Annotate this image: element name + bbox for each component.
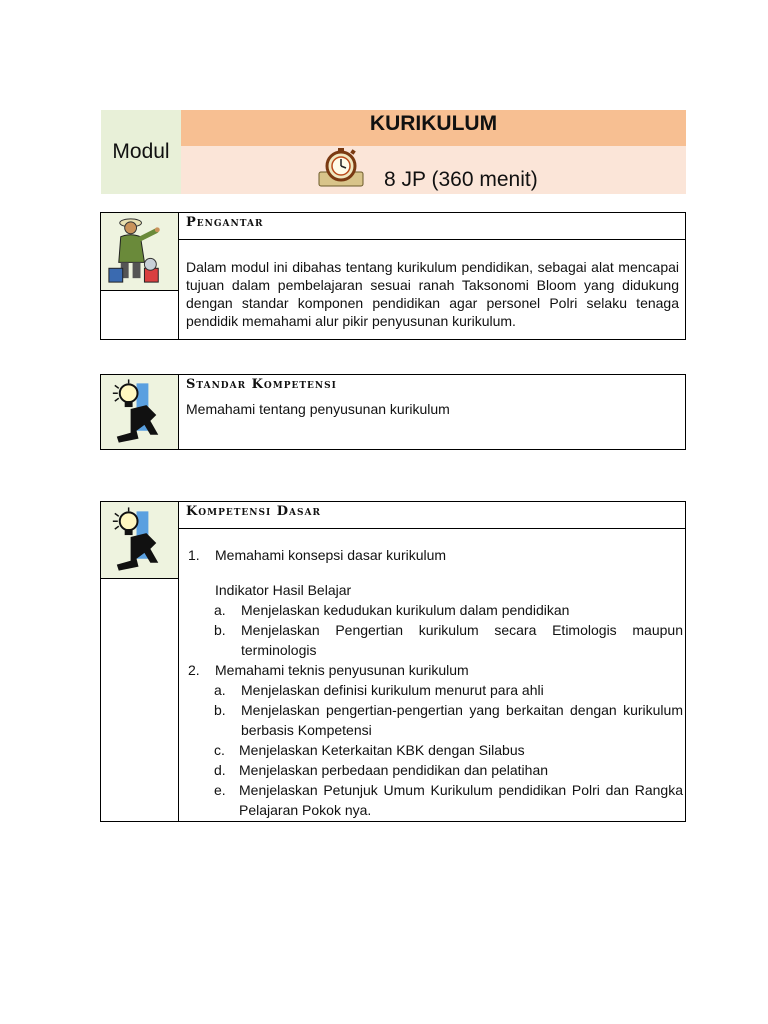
sub-letter: a. [214, 602, 226, 618]
sub-list-item [186, 700, 683, 740]
sub-list-item [186, 760, 683, 780]
sub-list-item [186, 600, 683, 620]
standar-text: Memahami tentang penyusunan kurikulum [186, 401, 450, 417]
list-item [186, 545, 683, 565]
sub-text: Menjelaskan perbedaan pendidikan dan pelatihan [239, 762, 549, 778]
pengantar-icon-cell [101, 213, 179, 291]
kompetensi-box [100, 501, 686, 822]
presenter-icon [101, 213, 178, 290]
sub-list-item [186, 680, 683, 700]
pengantar-text: Dalam modul ini dibahas tentang kurikulum pendidikan, sebagai alat mencapai tujuan dalam pembelajaran sesuai ranah Taksonomi Bloom yang didukung dengan standar komponen pendidikan agar personel Polri selaku tenaga pendidik memahami alur pikir penyusunan kurikulum. [186, 259, 679, 329]
list-item [186, 660, 683, 680]
list-item-text: Memahami konsepsi dasar kurikulum [215, 547, 447, 563]
standar-box [100, 374, 686, 450]
sub-letter: d. [214, 762, 226, 778]
duration-bar [181, 146, 686, 194]
kompetensi-icon-cell [101, 502, 179, 579]
modul-label-text: Modul [112, 140, 170, 163]
sub-text: Menjelaskan Petunjuk Umum Kurikulum pendidikan Polri dan Rangka Pelajaran Pokok nya. [239, 782, 683, 818]
list-item-text: Memahami teknis penyusunan kurikulum [215, 662, 469, 678]
indikator-label-text: Indikator Hasil Belajar [215, 582, 352, 598]
lightbulb-idea-icon [101, 502, 178, 578]
pengantar-heading: Pengantar [179, 213, 685, 240]
stopwatch-icon [317, 146, 367, 190]
duration-text: 8 JP (360 menit) [384, 168, 538, 191]
kompetensi-content [186, 545, 683, 820]
standar-left-col [101, 375, 179, 449]
list-number: 1. [188, 547, 200, 563]
sub-letter: e. [214, 782, 226, 798]
indikator-label [186, 580, 683, 600]
sub-letter: b. [214, 622, 226, 638]
pengantar-box [100, 212, 686, 340]
sub-text: Menjelaskan Keterkaitan KBK dengan Silabus [239, 742, 525, 758]
sub-list-item [186, 780, 683, 820]
standar-heading: Standar Kompetensi [186, 377, 337, 392]
module-title: KURIKULUM [181, 110, 686, 146]
kompetensi-heading: Kompetensi Dasar [179, 502, 685, 529]
sub-letter: b. [214, 702, 226, 718]
sub-text: Menjelaskan kedudukan kurikulum dalam pendidikan [241, 602, 570, 618]
sub-list-item [186, 740, 683, 760]
sub-letter: c. [214, 742, 225, 758]
sub-letter: a. [214, 682, 226, 698]
modul-label [101, 110, 181, 194]
sub-text: Menjelaskan pengertian-pengertian yang berkaitan dengan kurikulum berbasis Kompetensi [241, 702, 683, 738]
list-number: 2. [188, 662, 200, 678]
sub-text: Menjelaskan definisi kurikulum menurut para ahli [241, 682, 544, 698]
sub-list-item [186, 620, 683, 660]
sub-text: Menjelaskan Pengertian kurikulum secara Etimologis maupun terminologis [241, 622, 683, 658]
